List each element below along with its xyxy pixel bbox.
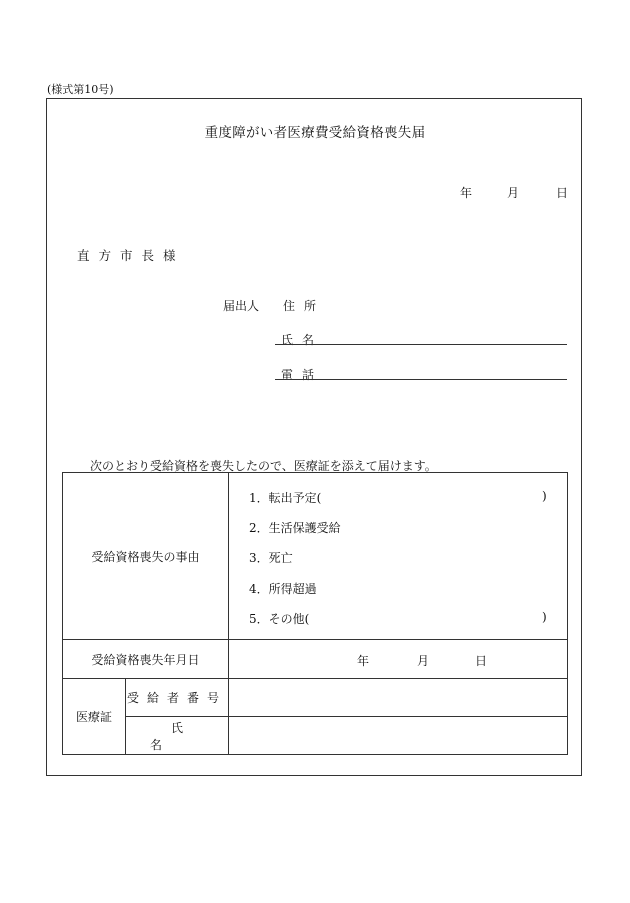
reason-label: 受給資格喪失の事由 [91, 549, 200, 564]
recipient-number-label: 受給者番号 [127, 691, 228, 705]
card-name-label-cell [126, 717, 229, 755]
recipient-number-field[interactable] [229, 679, 568, 717]
loss-date-label: 受給資格喪失年月日 [91, 652, 200, 667]
loss-date-day: 日 [475, 654, 488, 668]
address-label: 住所 [283, 299, 326, 313]
loss-date-cell [229, 640, 568, 679]
applicant-label: 届出人 [223, 299, 260, 313]
form-title: 重度障がい者医療費受給資格喪失届 [204, 125, 426, 141]
date-month-label: 月 [507, 186, 520, 200]
reason-item: 5．その他( [249, 612, 310, 626]
card-name-field[interactable] [229, 717, 568, 755]
addressee: 直方市長様 [77, 248, 185, 263]
reason-paren-close: ) [542, 610, 547, 624]
card-label-cell [63, 679, 126, 755]
card-name-label: 氏名 [150, 720, 226, 752]
phone-label: 電話 [281, 368, 324, 382]
loss-date-month: 月 [417, 654, 430, 668]
loss-details-table [62, 472, 568, 755]
medical-card-label: 医療証 [75, 710, 112, 724]
reason-item: 3．死亡 [249, 551, 293, 565]
applicant-name-label: 氏名 [281, 333, 324, 347]
intro-text: 次のとおり受給資格を喪失したので、医療証を添えて届けます。 [90, 459, 437, 473]
date-day-label: 日 [556, 186, 569, 200]
reason-item: 1．転出予定( [249, 491, 322, 505]
reason-options-cell [229, 473, 568, 640]
reason-label-cell [63, 473, 229, 640]
reason-paren-close: ) [542, 489, 547, 503]
loss-date-label-cell [63, 640, 229, 679]
reason-item: 4．所得超過 [249, 582, 317, 596]
name-underline [275, 344, 567, 345]
date-year-label: 年 [460, 186, 473, 200]
recipient-number-label-cell [126, 679, 229, 717]
reason-item: 2．生活保護受給 [249, 521, 341, 535]
phone-underline [275, 379, 567, 380]
form-number: (様式第10号) [47, 83, 114, 96]
loss-date-year: 年 [357, 654, 370, 668]
